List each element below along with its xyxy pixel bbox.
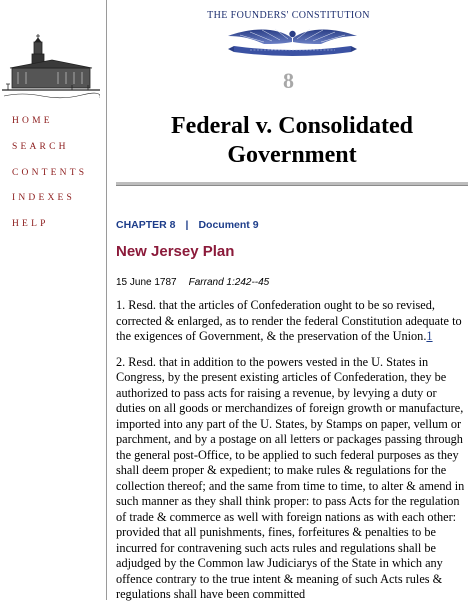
breadcrumb-chapter-link[interactable]: CHAPTER 8 xyxy=(116,219,176,231)
breadcrumb-separator: | xyxy=(185,219,189,231)
independence-hall-logo[interactable] xyxy=(2,32,100,104)
chapter-number: 8 xyxy=(283,68,294,93)
page-title: Federal v. Consolidated Government xyxy=(170,113,413,168)
nav-search-link[interactable]: SEARCH xyxy=(12,141,69,152)
header-divider xyxy=(116,182,468,186)
footnote-link[interactable]: 1 xyxy=(426,329,433,343)
sidebar xyxy=(0,0,106,600)
paragraph-1 xyxy=(116,298,468,345)
breadcrumb-document: Document 9 xyxy=(198,219,259,231)
nav-contents-link[interactable]: CONTENTS xyxy=(12,167,88,178)
document-title: New Jersey Plan xyxy=(116,243,235,260)
site-title[interactable]: THE FOUNDERS' CONSTITUTION xyxy=(207,10,370,21)
document-citation: Farrand 1:242--45 xyxy=(188,277,270,288)
document-meta xyxy=(116,277,269,288)
paragraph-2: 2. Resd. that in addition to the powers vested in the U. States in Congress, by the present existing articles of Confederation, they be authorized to pass acts for raising a revenue, by levying a duty or duties on all goods or merchandizes of foreign growth or manufacture, imported into any part of the U. States, by Stamps on paper, vellum or parchment, and by a postage on all letters or packages passing through the general post-Office, to be applied to such federal purposes as they shall deem proper & expedient; to make rules & regulations for the collection thereof; and the same from time to time, to alter & amend in such manner as they shall think proper: to pass Acts for the regulation of trade & commerce as well with foreign nations as with each other: provided that all punishments, fines, forfeitures & penalties to be incurred for contravening such acts rules and regulations shall be adjudged by the Common law Judiciarys of the State in which any offence contrary to the true intent & meaning of such Acts rules & regulations shall have been committed xyxy=(116,354,465,601)
paragraph-1-text: 1. Resd. that the articles of Confederation ought to be so revised, corrected & enlarged, as to render the federal Constitution adequate to the exigences of Government, & the preservation of the Union. xyxy=(116,298,462,343)
document-body xyxy=(116,298,468,613)
document-date: 15 June 1787 xyxy=(116,277,177,288)
nav-indexes-link[interactable]: INDEXES xyxy=(12,193,76,204)
sidebar-nav xyxy=(12,115,87,244)
breadcrumb xyxy=(116,219,259,231)
page-header xyxy=(107,0,470,190)
nav-home-link[interactable]: HOME xyxy=(12,116,53,126)
eagle-banner-icon xyxy=(220,22,365,58)
nav-help-link[interactable]: HELP xyxy=(12,219,49,230)
